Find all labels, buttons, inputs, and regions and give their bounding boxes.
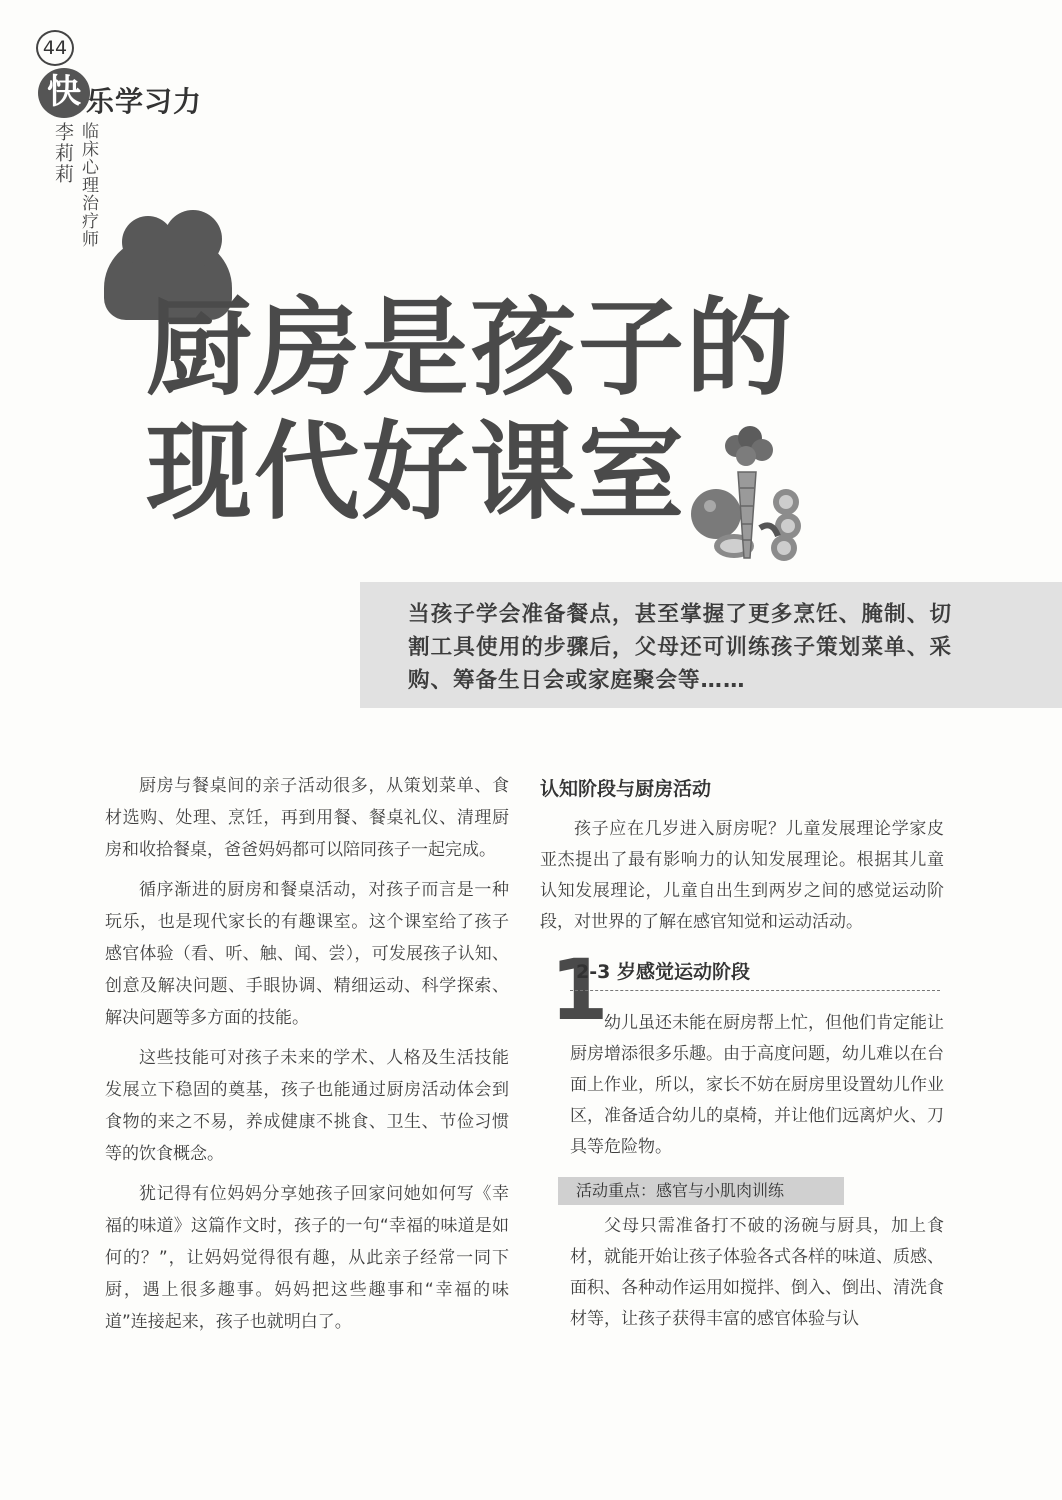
right-column — [540, 770, 944, 1335]
column-title-first-char: 快 — [38, 68, 90, 118]
body-paragraph: 循序渐进的厨房和餐桌活动，对孩子而言是一种玩乐，也是现代家长的有趣课室。这个课室给了孩子感官体验（看、听、触、闻、尝），可发展孩子认知、创意及解决问题、手眼协调、精细运动、科学探索、解决问题等多方面的技能。 — [105, 880, 509, 1028]
stage-body — [570, 1008, 944, 1163]
body-paragraph: 厨房与餐桌间的亲子活动很多，从策划菜单、食材选购、处理、烹饪，再到用餐、餐桌礼仪、清理厨房和收拾餐桌，爸爸妈妈都可以陪同孩子一起完成。 — [105, 776, 509, 860]
activity-focus-text: 父母只需准备打不破的汤碗与厨具，加上食材，就能开始让孩子体验各式各样的味道、质感、面积、各种动作运用如搅拌、倒入、倒出、清洗食材等，让孩子获得丰富的感官体验与认 — [570, 1216, 944, 1329]
vegetables-illustration — [690, 418, 808, 568]
column-title-rest: 乐学习力 — [86, 85, 203, 118]
stage-heading-block — [540, 941, 944, 1039]
left-column — [105, 770, 509, 1346]
article-lead: 当孩子学会准备餐点，甚至掌握了更多烹饪、腌制、切割工具使用的步骤后，父母还可训练孩子策划菜单、采购、筹备生日会或家庭聚会等…… — [408, 602, 952, 693]
article-title-line-1: 厨房是孩子的 — [146, 287, 794, 410]
stage-number: 1 — [550, 941, 609, 1039]
stage-heading: 2-3 岁感觉运动阶段 — [576, 961, 750, 983]
stage-text: 幼儿虽还未能在厨房帮上忙，但他们肯定能让厨房增添很多乐趣。由于高度问题，幼儿难以在台面上作业，所以，家长不妨在厨房里设置幼儿作业区，准备适合幼儿的桌椅，并让他们远离炉火、刀具等危险物。 — [570, 1013, 944, 1157]
author-title: 临床心理治疗师 — [78, 122, 98, 248]
article-title-line-2: 现代好课室 — [146, 411, 686, 534]
author-name: 李莉莉 — [52, 122, 74, 185]
page-number: 44 — [36, 30, 74, 66]
body-paragraph: 这些技能可对孩子未来的学术、人格及生活技能发展立下稳固的奠基，孩子也能通过厨房活动体会到食物的来之不易，养成健康不挑食、卫生、节俭习惯等的饮食概念。 — [105, 1048, 509, 1164]
section-heading: 认知阶段与厨房活动 — [540, 778, 712, 800]
body-paragraph: 犹记得有位妈妈分享她孩子回家问她如何写《幸福的味道》这篇作文时，孩子的一句“幸福的味道是如何的？”，让妈妈觉得很有趣，从此亲子经常一同下厨，遇上很多趣事。妈妈把这些趣事和“幸福的味道”连接起来，孩子也就明白了。 — [105, 1184, 509, 1332]
activity-focus-label: 活动重点：感官与小肌肉训练 — [558, 1177, 844, 1205]
stage-divider — [570, 990, 940, 991]
section-intro: 孩子应在几岁进入厨房呢？儿童发展理论学家皮亚杰提出了最有影响力的认知发展理论。根据其儿童认知发展理论，儿童自出生到两岁之间的感觉运动阶段，对世界的了解在感官知觉和运动活动。 — [540, 819, 944, 932]
